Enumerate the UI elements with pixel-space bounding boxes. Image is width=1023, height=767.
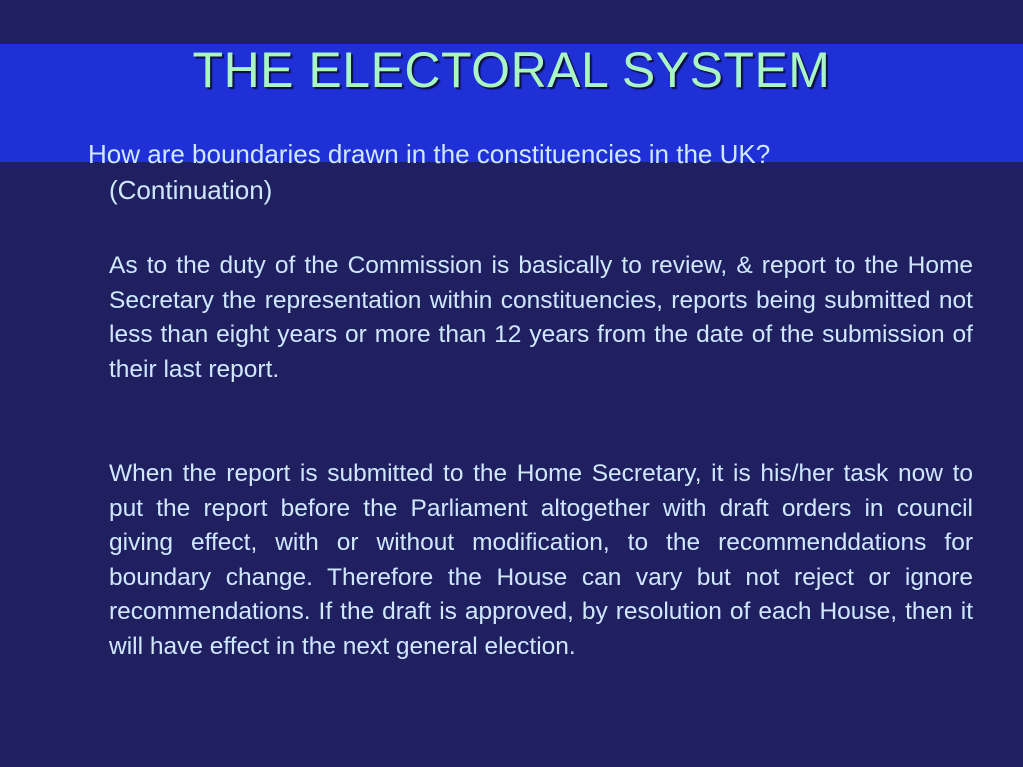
slide-title: THE ELECTORAL SYSTEM: [192, 42, 831, 98]
heading-question: How are boundaries drawn in the constituencies in the UK?: [88, 139, 771, 169]
heading-continuation: (Continuation): [109, 175, 273, 205]
paragraph-report-submission: When the report is submitted to the Home Secretary, it is his/her task now to put the report before the Parliament altogether with draft orders in council giving effect, with or without modification, to the recommenddations for boundary change. Therefore the House can vary but not reject or ignore recommendations. If the draft is approved, by resolution of each House, then it will have effect in the next general election.: [109, 460, 973, 660]
paragraph-commission-duty: As to the duty of the Commission is basically to review, & report to the Home Secretary the representation within constituencies, reports being submitted not less than eight years or more than 12 years from the date of the submission of their last report.: [109, 252, 973, 383]
slide-heading: [88, 136, 988, 208]
